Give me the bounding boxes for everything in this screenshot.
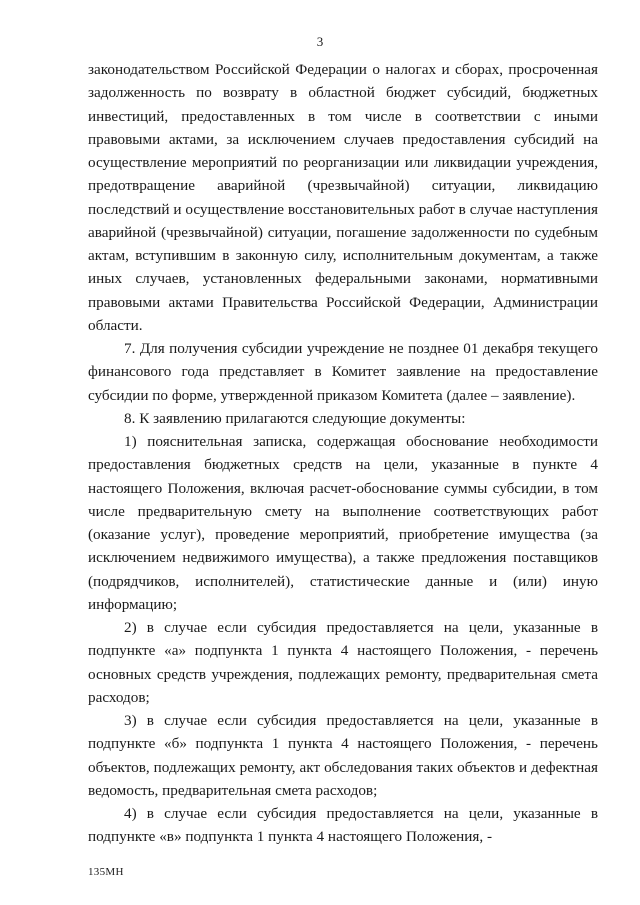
paragraph-item-7: 7. Для получения субсидии учреждение не позднее 01 декабря текущего финансового года представляет в Комитет заявление на предоставление субсидии по форме, утвержденной приказом Комитета (далее – заявление). — [88, 340, 598, 404]
paragraph-subitem-4: 4) в случае если субсидия предоставляется на цели, указанные в подпункте «в» подпункта 1 пункта 4 настоящего Положения, - — [88, 805, 598, 846]
document-body — [88, 58, 598, 849]
paragraph-subitem-3: 3) в случае если субсидия предоставляется на цели, указанные в подпункте «б» подпункта 1 пункта 4 настоящего Положения, - перечень объектов, подлежащих ремонту, акт обследования таких объектов и дефектная ведомость, предварительная смета расходов; — [88, 712, 598, 799]
document-code: 135МН — [88, 866, 124, 878]
paragraph-subitem-2: 2) в случае если субсидия предоставляется на цели, указанные в подпункте «а» подпункта 1 пункта 4 настоящего Положения, - перечень основных средств учреждения, подлежащих ремонту, предварительная смета расходов; — [88, 619, 598, 706]
paragraph-subitem-1: 1) пояснительная записка, содержащая обоснование необходимости предоставления бюджетных средств на цели, указанные в пункте 4 настоящего Положения, включая расчет-обоснование суммы субсидии, в том числе предварительную смету на выполнение соответствующих работ (оказание услуг), проведение мероприятий, приобретение имущества (за исключением недвижимого имущества), а также предложения поставщиков (подрядчиков, исполнителей), статистические данные и (или) иную информацию; — [88, 433, 598, 613]
paragraph-item-8: 8. К заявлению прилагаются следующие документы: — [124, 409, 466, 427]
page-number: 3 — [316, 34, 324, 49]
paragraph-continuation: законодательством Российской Федерации о налогах и сборах, просроченная задолженность по возврату в областной бюджет субсидий, бюджетных инвестиций, предоставленных в том числе в соответствии с иными правовыми актами, за исключением случаев предоставления субсидий на осуществление мероприятий по реорганизации или ликвидации учреждения, предотвращение аварийной (чрезвычайной) ситуации, ликвидацию последствий и осуществление восстановительных работ в случае наступления аварийной (чрезвычайной) ситуации, погашение задолженности по судебным актам, вступившим в законную силу, исполнительным документам, а также иных случаев, установленных федеральными законами, нормативными правовыми актами Правительства Российской Федерации, Администрации области. — [88, 61, 598, 334]
